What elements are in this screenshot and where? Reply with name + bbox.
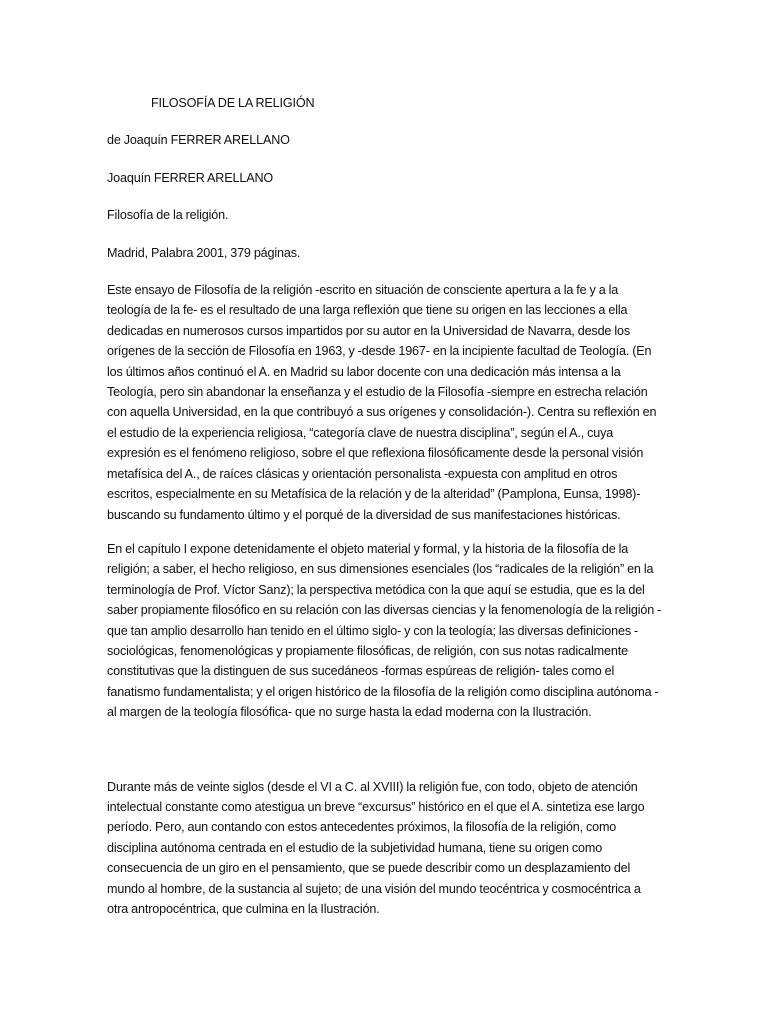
- publication-info: Madrid, Palabra 2001, 379 páginas.: [107, 245, 301, 260]
- document-body: [107, 93, 663, 933]
- byline: de Joaquín FERRER ARELLANO: [107, 133, 290, 148]
- book-title: Filosofía de la religión.: [107, 208, 229, 223]
- document-title: FILOSOFÍA DE LA RELIGIÓN: [151, 96, 315, 110]
- paragraph-history: Durante más de veinte siglos (desde el VI a C. al XVIII) la religión fue, con todo, objeto de atención intelectual constante como atestigua un breve “excursus” histórico en el que el A. sintetiza ese largo período. Pero, aun contando con estos antecedentes próximos, la filosofía de la religión, como disciplina autónoma centrada en el estudio de la subjetividad humana, tiene su origen como consecuencia de un giro en el pensamiento, que se puede describir como un desplazamiento del mundo al hombre, de la sustancia al sujeto; de una visión del mundo teocéntrica y cosmocéntrica a otra antropocéntrica, que culmina en la Ilustración.: [107, 779, 645, 916]
- paragraph-chapter-one: En el capítulo I expone detenidamente el objeto material y formal, y la historia de la filosofía de la religión; a saber, el hecho religioso, en sus dimensiones esenciales (los “radicales de la religión” en la terminología de Prof. Víctor Sanz); la perspectiva metódica con la que aquí se estudia, que es la del saber propiamente filosófico en su relación con las diversas ciencias y la fenomenología de la religión -que tan amplio desarrollo han tenido en el último siglo- y con la teología; las diversas definiciones -sociológicas, fenomenológicas y propiamente filosóficas, de religión, con sus notas radicalmente constitutivas que la distinguen de sus sucedáneos -formas espúreas de religión- tales como el fanatismo fundamentalista; y el origen histórico de la filosofía de la religión como disciplina autónoma -al margen de la teología filosófica- que no surge hasta la edad moderna con la Ilustración.: [107, 541, 662, 720]
- paragraph-intro: Este ensayo de Filosofía de la religión -escrito en situación de consciente apertura a la fe y a la teología de la fe- es el resultado de una larga reflexión que tiene su origen en las lecciones a ella dedicadas en numerosos cursos impartidos por su autor en la Universidad de Navarra, desde los orígenes de la sección de Filosofía en 1963, y -desde 1967- en la incipiente facultad de Teología. (En los últimos años continuó el A. en Madrid su labor docente con una dedicación más intensa a la Teología, pero sin abandonar la enseñanza y el estudio de la Filosofía -siempre en estrecha relación con aquella Universidad, en la que contribuyó a sus orígenes y consolidación-). Centra su reflexión en el estudio de la experiencia religiosa, “categoría clave de nuestra disciplina”, según el A., cuya expresión es el fenómeno religioso, sobre el que reflexiona filosóficamente desde la personal visión metafísica del A., de raíces clásicas y orientación personalista -expuesta con amplitud en otros escritos, especialmente en su Metafísica de la relación y de la alteridad” (Pamplona, Eunsa, 1998)- buscando su fundamento último y el porqué de la diversidad de sus manifestaciones históricas.: [107, 283, 657, 522]
- author-name: Joaquín FERRER ARELLANO: [107, 170, 274, 185]
